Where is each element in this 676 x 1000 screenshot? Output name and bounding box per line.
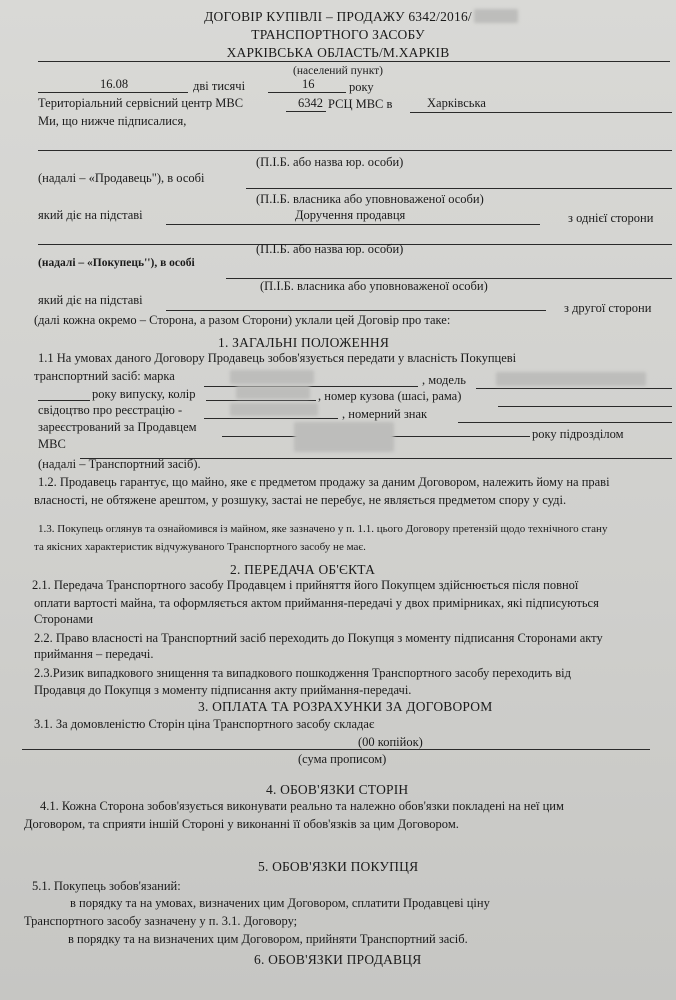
- underline: [286, 111, 326, 112]
- redacted-block: [230, 370, 314, 384]
- clause-1-2: 1.2. Продавець гарантує, що майно, яке є предметом продажу за даним Договором, належить йому на праві: [38, 475, 610, 489]
- date-year: 16: [302, 77, 315, 91]
- clause-1-2-cont: власності, не обтяжене арештом, у розшуку, застаі не перебує, не являється предметом спору у суді.: [34, 493, 567, 507]
- redacted-block: [474, 9, 518, 23]
- seller-basis-label: який діє на підставі: [38, 208, 143, 222]
- service-center-number: 6342: [298, 96, 323, 110]
- section-6-heading: 6. ОБОВ'ЯЗКИ ПРОДАВЦЯ: [254, 952, 422, 967]
- seller-side: з однієї сторони: [568, 211, 654, 225]
- underline: [268, 92, 346, 93]
- place-caption: (населений пункт): [293, 65, 383, 77]
- redacted-block: [236, 386, 310, 399]
- clause-1-3-cont: та якісних характеристик відчужуваного Транспортного засобу не має.: [34, 541, 366, 553]
- clause-4-1: 4.1. Кожна Сторона зобов'язується виконувати реально та належно обов'язки покладені на неї цим: [40, 799, 564, 813]
- clause-3-1: 3.1. За домовленістю Сторін ціна Транспортного засобу складає: [34, 717, 375, 731]
- clause-1-1-year: року випуску, колір: [92, 387, 196, 401]
- service-center-label: Територіальний сервісний центр МВС: [38, 96, 244, 110]
- underline: [410, 112, 672, 113]
- seller-basis-value: Доручення продавця: [295, 208, 406, 222]
- seller-name-caption: (П.І.Б. або назва юр. особи): [256, 155, 404, 169]
- underline: [206, 400, 316, 401]
- clause-2-2-cont: приймання – передачі.: [34, 647, 154, 661]
- underline: [38, 400, 90, 401]
- clause-2-3: 2.3.Ризик випадкового знищення та випадкового пошкодження Транспортного засобу переходить від: [34, 666, 572, 680]
- clause-2-1-end: Сторонами: [34, 612, 94, 626]
- clause-1-3: 1.3. Покупець оглянув та ознайомився із майном, яке зазначено у п. 1.1. цього Договору претензій щодо технічного стану: [38, 523, 608, 535]
- underline: [38, 61, 670, 62]
- contract-location: ХАРКІВСЬКА ОБЛАСТЬ/М.ХАРКІВ: [226, 45, 450, 60]
- clause-1-1-mvs: МВС: [38, 437, 66, 451]
- clause-5-1-item-1: в порядку та на умовах, визначених цим Договором, сплатити Продавцеві ціну: [70, 896, 490, 910]
- section-1-heading: 1. ЗАГАЛЬНІ ПОЛОЖЕННЯ: [218, 335, 390, 350]
- buyer-label: (надалі – «Покупець''), в особі: [38, 257, 195, 269]
- clause-1-1-unit: року підрозділом: [532, 427, 624, 441]
- clause-2-1-cont: оплати вартості майна, та оформляється актом приймання-передачі у двох примірниках, які підписуються: [34, 596, 599, 610]
- clause-1-1-end: (надалі – Транспортний засіб).: [38, 457, 201, 471]
- clause-1-1-reg: зареєстрований за Продавцем: [38, 420, 197, 434]
- underline: [246, 188, 672, 189]
- underline: [458, 422, 672, 423]
- intro-text: Ми, що нижче підписалися,: [38, 114, 187, 128]
- section-4-heading: 4. ОБОВ'ЯЗКИ СТОРІН: [266, 782, 409, 797]
- price-caption: (сума прописом): [298, 752, 387, 766]
- price-kopecks: (00 копійок): [358, 735, 423, 749]
- contract-title: ДОГОВІР КУПІВЛІ – ПРОДАЖУ 6342/2016/: [204, 9, 472, 24]
- section-3-heading: 3. ОПЛАТА ТА РОЗРАХУНКИ ЗА ДОГОВОРОМ: [198, 699, 493, 714]
- clause-1-1-cert: свідоцтво про реєстрацію -: [38, 403, 183, 417]
- clause-5-1-item-2: в порядку та на визначених цим Договором, прийняти Транспортний засіб.: [68, 932, 468, 946]
- parties-line: (далі кожна окремо – Сторона, а разом Сторони) уклали цей Договір про таке:: [34, 313, 451, 327]
- clause-1-1-marka: транспортний засіб: марка: [34, 369, 175, 383]
- service-center-suffix: РСЦ МВС в: [328, 97, 393, 111]
- contract-subtitle: ТРАНСПОРТНОГО ЗАСОБУ: [251, 27, 425, 42]
- underline: [498, 406, 672, 407]
- seller-rep-caption: (П.І.Б. власника або уповноваженої особи): [256, 192, 484, 206]
- clause-1-1-model: , модель: [422, 373, 466, 387]
- buyer-basis-label: який діє на підставі: [38, 293, 143, 307]
- underline: [38, 150, 672, 151]
- service-center-city: Харківська: [427, 96, 486, 110]
- underline: [204, 418, 338, 419]
- seller-label: (надалі – «Продавець"), в особі: [38, 171, 205, 185]
- underline: [38, 92, 188, 93]
- clause-1-1-plate: , номерний знак: [342, 407, 428, 421]
- clause-2-2: 2.2. Право власності на Транспортний засіб переходить до Покупця з моменту підписання Сторонами акту: [34, 631, 603, 645]
- clause-1-1: 1.1 На умовах даного Договору Продавець зобов'язується передати у власність Покупцеві: [38, 351, 517, 365]
- clause-5-1: 5.1. Покупець зобов'язаний:: [32, 879, 181, 893]
- buyer-name-caption: (П.І.Б. або назва юр. особи): [256, 242, 404, 256]
- buyer-rep-caption: (П.І.Б. власника або уповноваженої особи): [260, 279, 488, 293]
- date-day-month: 16.08: [100, 77, 129, 91]
- clause-1-1-body: , номер кузова (шасі, рама): [318, 389, 462, 403]
- clause-2-1: 2.1. Передача Транспортного засобу Продавцем і прийняття його Покупцем здійснюється після повної: [32, 578, 579, 592]
- section-5-heading: 5. ОБОВ'ЯЗКИ ПОКУПЦЯ: [258, 859, 419, 874]
- clause-5-1-item-1-cont: Транспортного засобу зазначену у п. 3.1. Договору;: [24, 914, 298, 928]
- section-2-heading: 2. ПЕРЕДАЧА ОБ'ЄКТА: [230, 562, 376, 577]
- clause-2-3-cont: Продавця до Покупця з моменту підписання акту приймання-передачі.: [34, 683, 412, 697]
- underline: [476, 388, 672, 389]
- date-thousand: дві тисячі: [193, 79, 246, 93]
- redacted-block: [230, 403, 318, 416]
- redacted-block: [496, 372, 646, 386]
- buyer-side: з другої сторони: [564, 301, 652, 315]
- date-year-word: року: [349, 80, 374, 94]
- underline: [166, 310, 546, 311]
- redacted-block: [294, 422, 394, 452]
- clause-4-1-cont: Договором, та сприяти іншій Стороні у виконанні її обов'язків за цим Договором.: [24, 817, 459, 831]
- underline: [166, 224, 540, 225]
- underline: [22, 749, 650, 750]
